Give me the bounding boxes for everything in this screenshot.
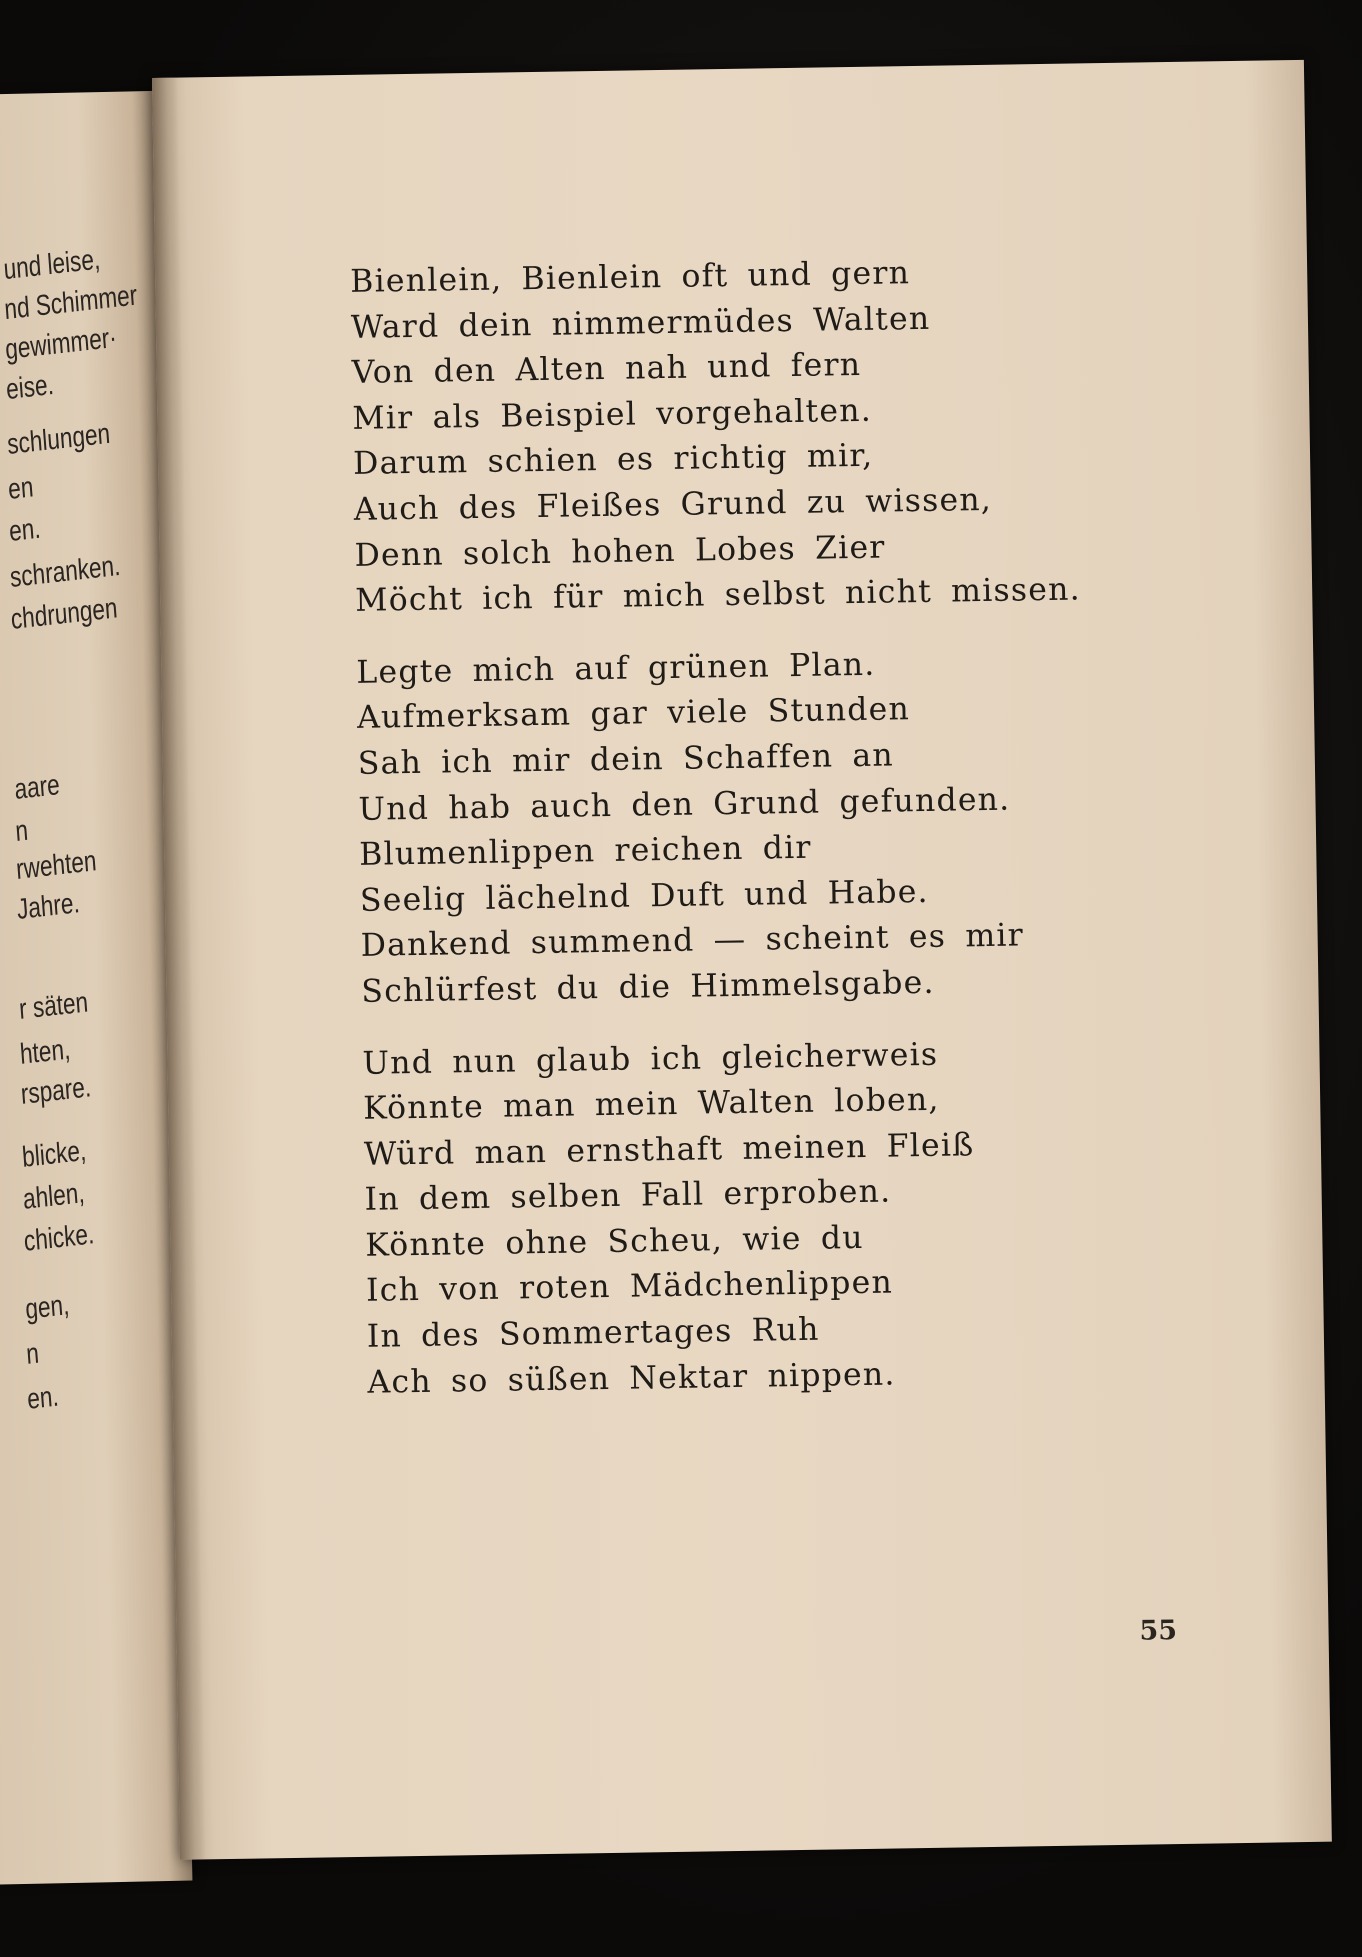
poem-line: Bienlein, Bienlein oft und gern bbox=[349, 255, 911, 300]
page-number: 55 bbox=[1139, 1615, 1178, 1647]
poem-line: Seelig lächelnd Duft und Habe. bbox=[359, 873, 930, 919]
left-text-fragment: n bbox=[25, 1337, 41, 1371]
poem-line: Ward dein nimmermüdes Walten bbox=[350, 300, 931, 346]
poem-line: Darum schien es richtig mir, bbox=[352, 438, 874, 483]
left-text-fragment: schranken. bbox=[8, 549, 122, 594]
poem-line: Denn solch hohen Lobes Zier bbox=[354, 529, 886, 574]
left-text-fragment: rwehten bbox=[15, 845, 98, 886]
poem-line: Sah ich mir dein Schaffen an bbox=[357, 737, 895, 782]
left-text-fragment: Jahre. bbox=[15, 887, 81, 926]
poem-line: Ich von roten Mädchenlippen bbox=[365, 1264, 894, 1310]
stanza-2 bbox=[356, 636, 1262, 1015]
left-text-fragment: chdrungen bbox=[9, 592, 119, 636]
left-text-fragment: en. bbox=[7, 512, 42, 549]
poem bbox=[350, 246, 1268, 1432]
poem-line: Und nun glaub ich gleicherweis bbox=[362, 1036, 939, 1082]
poem-line: Blumenlippen reichen dir bbox=[358, 829, 812, 873]
poem-line: In dem selben Fall erproben. bbox=[364, 1173, 892, 1219]
left-text-fragment: gen, bbox=[24, 1289, 71, 1326]
left-text-fragment: hten, bbox=[18, 1033, 72, 1071]
left-text-fragment: chicke. bbox=[22, 1218, 96, 1258]
left-text-fragment: nd Schimmer bbox=[3, 279, 139, 327]
left-text-fragment: und leise, bbox=[2, 243, 102, 287]
poem-line: Möcht ich für mich selbst nicht missen. bbox=[354, 571, 1082, 620]
poem-line: Könnte ohne Scheu, wie du bbox=[365, 1219, 864, 1264]
left-text-fragment: eise. bbox=[4, 368, 55, 407]
left-text-fragment: en bbox=[7, 471, 35, 507]
poem-line: Von den Alten nah und fern bbox=[351, 347, 862, 392]
poem-line: Legte mich auf grünen Plan. bbox=[356, 646, 876, 691]
poem-line: In des Sommertages Ruh bbox=[366, 1311, 820, 1355]
poem-line: Ach so süßen Nektar nippen. bbox=[367, 1356, 896, 1401]
poem-line: Dankend summend — scheint es mir bbox=[360, 917, 1025, 965]
left-text-fragment: aare bbox=[13, 769, 61, 806]
poem-line: Und hab auch den Grund gefunden. bbox=[358, 781, 1011, 828]
poem-line: Mir als Beispiel vorgehalten. bbox=[352, 392, 873, 437]
left-text-fragment: rspare. bbox=[19, 1071, 93, 1111]
poem-line: Schlürfest du die Himmelsgabe. bbox=[361, 964, 935, 1010]
poem-line: Würd man ernsthaft meinen Fleiß bbox=[363, 1126, 975, 1173]
poem-line: Aufmerksam gar viele Stunden bbox=[356, 691, 911, 737]
stanza-3 bbox=[362, 1027, 1268, 1406]
stanza-1 bbox=[350, 246, 1256, 625]
left-text-fragment: en. bbox=[26, 1380, 60, 1416]
left-text-fragment: schlungen bbox=[6, 417, 112, 462]
poem-line: Könnte man mein Walten loben, bbox=[362, 1081, 940, 1127]
left-text-fragment: n bbox=[14, 814, 30, 848]
left-text-fragment: r säten bbox=[17, 986, 90, 1026]
right-page bbox=[152, 60, 1332, 1860]
left-text-fragment: ahlen, bbox=[21, 1177, 86, 1216]
left-text-fragment: gewimmer· bbox=[4, 321, 118, 367]
poem-line: Auch des Fleißes Grund zu wissen, bbox=[353, 481, 993, 528]
left-text-fragment: blicke, bbox=[21, 1134, 88, 1174]
